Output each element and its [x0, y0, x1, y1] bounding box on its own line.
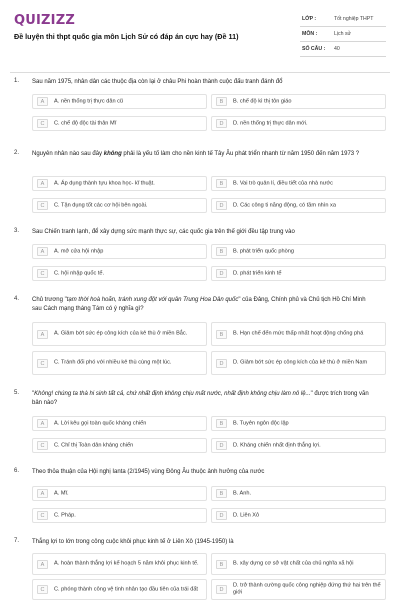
question-text-part: ": [32, 391, 35, 397]
question-number: 5.: [14, 390, 20, 396]
option-text: A. hoàn thành thắng lợi kế hoạch 5 năm khôi phục kinh tế.: [54, 560, 199, 567]
option-letter-badge: A: [37, 330, 48, 339]
question-text: [32, 296, 374, 313]
question-number: 2.: [14, 150, 20, 156]
option-text: D. Liên Xô: [233, 511, 260, 518]
option-letter-badge: A: [37, 419, 48, 428]
option-text: A. mở cửa hội nhập: [54, 247, 104, 254]
question-text: [32, 468, 374, 477]
option-letter-badge: A: [37, 179, 48, 188]
option-d[interactable]: [211, 198, 386, 213]
question-number: 1.: [14, 78, 20, 84]
option-text: C. Tránh đối phó với nhiều kẻ thù cùng một lúc.: [54, 359, 172, 366]
option-text: A. Áp dụng thành tựu khoa học- kĩ thuật.: [54, 179, 155, 186]
option-b[interactable]: [211, 486, 386, 501]
question-text: [32, 228, 374, 237]
option-letter-badge: C: [37, 511, 48, 520]
option-text: B. phát triển quốc phòng: [233, 247, 294, 254]
question-number: 6.: [14, 468, 20, 474]
question-number: 7.: [14, 538, 20, 544]
option-a[interactable]: [32, 244, 207, 259]
question-1: [10, 78, 390, 140]
option-letter-badge: C: [37, 269, 48, 278]
option-c[interactable]: [32, 508, 207, 523]
option-a[interactable]: [32, 176, 207, 191]
option-text: B. Hạn chế đến mức thấp nhất hoạt động chống phá: [233, 330, 364, 337]
option-b[interactable]: [211, 94, 386, 109]
option-c[interactable]: [32, 198, 207, 213]
header-divider: [10, 72, 390, 73]
option-text: D. phát triển kinh tế: [233, 269, 282, 276]
question-text-part: Sau Chiến tranh lạnh, để xây dựng sức mạnh thực sự, các quốc gia trên thế giới đều tập trung vào: [32, 229, 295, 235]
option-letter-badge: B: [216, 179, 227, 188]
option-letter-badge: C: [37, 119, 48, 128]
option-letter-badge: D: [216, 585, 227, 594]
option-text: B. xây dựng cơ sở vật chất của chủ nghĩa xã hội: [233, 560, 354, 567]
question-text: [32, 538, 374, 547]
option-letter-badge: C: [37, 201, 48, 210]
option-d[interactable]: [211, 266, 386, 281]
option-a[interactable]: [32, 322, 207, 346]
question-number: 4.: [14, 296, 20, 302]
option-a[interactable]: [32, 486, 207, 501]
quizizz-logo: QUIZIZZ: [14, 13, 75, 28]
meta-key: MÔN :: [302, 31, 318, 37]
option-letter-badge: D: [216, 269, 227, 278]
question-text-part: Theo thỏa thuận của Hội nghị Ianta (2/1945) vùng Đông Âu thuộc ảnh hưởng của nước: [32, 469, 265, 475]
option-d[interactable]: [211, 508, 386, 523]
option-d[interactable]: [211, 351, 386, 375]
option-d[interactable]: [211, 116, 386, 131]
option-letter-badge: B: [216, 419, 227, 428]
option-d[interactable]: [211, 579, 386, 600]
option-letter-badge: A: [37, 560, 48, 569]
option-text: C. Pháp.: [54, 511, 76, 518]
header: [14, 12, 386, 64]
question-3: [10, 228, 390, 290]
option-text: A. Mĩ.: [54, 489, 69, 496]
question-emphasis: không: [103, 151, 122, 157]
option-c[interactable]: [32, 266, 207, 281]
question-text: [32, 150, 374, 159]
option-letter-badge: C: [37, 585, 48, 594]
option-letter-badge: D: [216, 511, 227, 520]
option-b[interactable]: [211, 322, 386, 346]
question-text-part: Sau năm 1975, nhân dân các thuộc địa còn lại ở châu Phi hoàn thành cuộc đấu tranh đánh đổ: [32, 79, 283, 85]
option-letter-badge: A: [37, 247, 48, 256]
question-2: [10, 150, 390, 222]
question-quote: Không! chúng ta thà hi sinh tất cả, chứ nhất định không chịu mất nước, nhất định không chịu làm nô lệ...: [34, 391, 311, 397]
question-text-part: phải là yếu tố làm cho nền kinh tế Tây Âu phát triển nhanh từ năm 1950 đến năm 1973 ?: [121, 151, 360, 157]
option-text: C. phóng thành công vệ tinh nhân tạo đầu tiên của trái đất: [54, 585, 198, 592]
option-a[interactable]: [32, 94, 207, 109]
question-5: [10, 390, 390, 462]
option-text: A. Giảm bớt sức ép công kích của kẻ thù ở miền Bắc.: [54, 330, 188, 337]
option-letter-badge: C: [37, 441, 48, 450]
document-title: Đề luyện thi thpt quốc gia môn Lịch Sử có đáp án cực hay (Đề 11): [14, 32, 239, 41]
meta-value: Tốt nghiệp THPT: [334, 16, 374, 22]
question-quote: tạm thời hoà hoãn, tránh xung đột với quân Trung Hoa Dân quốc: [66, 297, 239, 303]
option-c[interactable]: [32, 438, 207, 453]
option-letter-badge: C: [37, 359, 48, 368]
option-text: C. Chỉ thị Toàn dân kháng chiến: [54, 441, 134, 448]
option-b[interactable]: [211, 244, 386, 259]
option-letter-badge: A: [37, 489, 48, 498]
option-text: D. trở thành cường quốc công nghiệp đứng thứ hai trên thế giới: [233, 582, 381, 596]
question-text-part: " được trích trong văn bản nào?: [32, 391, 369, 406]
option-c[interactable]: [32, 351, 207, 375]
option-letter-badge: D: [216, 359, 227, 368]
option-text: A. nền thống trị thực dân cũ: [54, 97, 124, 104]
option-d[interactable]: [211, 438, 386, 453]
option-text: B. Anh.: [233, 489, 252, 496]
option-text: C. chế độ độc tài thân Mĩ: [54, 119, 117, 126]
option-c[interactable]: [32, 116, 207, 131]
meta-value: Lịch sử: [334, 31, 352, 37]
option-a[interactable]: [32, 553, 207, 575]
option-letter-badge: D: [216, 201, 227, 210]
meta-row-count: [300, 42, 386, 57]
question-text-part: Chủ trương ": [32, 297, 67, 303]
option-letter-badge: B: [216, 330, 227, 339]
option-letter-badge: B: [216, 489, 227, 498]
meta-value: 40: [334, 46, 340, 52]
option-letter-badge: B: [216, 97, 227, 106]
option-a[interactable]: [32, 416, 207, 431]
option-b[interactable]: [211, 416, 386, 431]
option-text: D. Kháng chiến nhất định thắng lợi.: [233, 441, 321, 448]
question-text-part: " của Đảng, Chính phủ và Chủ tịch Hồ Chí Minh sau Cách mạng tháng Tám có ý nghĩa gì?: [32, 297, 366, 312]
option-letter-badge: D: [216, 441, 227, 450]
option-letter-badge: B: [216, 560, 227, 569]
meta-table: [300, 12, 386, 57]
option-c[interactable]: [32, 579, 207, 600]
question-text-part: Thắng lợi to lớn trong công cuộc khôi phục kinh tế ở Liên Xô (1945-1950) là: [32, 539, 234, 545]
option-text: C. hội nhập quốc tế.: [54, 269, 105, 276]
option-text: B. Vai trò quản lí, điều tiết của nhà nước: [233, 179, 333, 186]
option-b[interactable]: [211, 176, 386, 191]
option-letter-badge: B: [216, 247, 227, 256]
option-text: B. chế độ kì thị tôn giáo: [233, 97, 292, 104]
question-4: [10, 296, 390, 382]
meta-key: LỚP :: [302, 16, 317, 22]
option-text: A. Lời kêu gọi toàn quốc kháng chiến: [54, 419, 147, 426]
option-text: D. nền thống trị thực dân mới.: [233, 119, 308, 126]
question-text-part: Nguyên nhân nào sau đây: [32, 151, 104, 157]
question-text: [32, 78, 374, 87]
question-text: [32, 390, 374, 407]
option-letter-badge: A: [37, 97, 48, 106]
question-7: [10, 538, 390, 600]
option-text: D. Giảm bớt sức ép công kích của kẻ thù ở miền Nam: [233, 359, 368, 366]
option-text: C. Tận dụng tốt các cơ hội bên ngoài.: [54, 201, 148, 208]
meta-row-subject: [300, 27, 386, 42]
meta-row-class: [300, 12, 386, 27]
option-b[interactable]: [211, 553, 386, 575]
option-text: D. Các công ti năng động, có tầm nhìn xa: [233, 201, 336, 208]
question-number: 3.: [14, 228, 20, 234]
question-6: [10, 468, 390, 530]
option-text: B. Tuyên ngôn độc lập: [233, 419, 289, 426]
option-letter-badge: D: [216, 119, 227, 128]
meta-key: SỐ CÂU :: [302, 46, 326, 52]
